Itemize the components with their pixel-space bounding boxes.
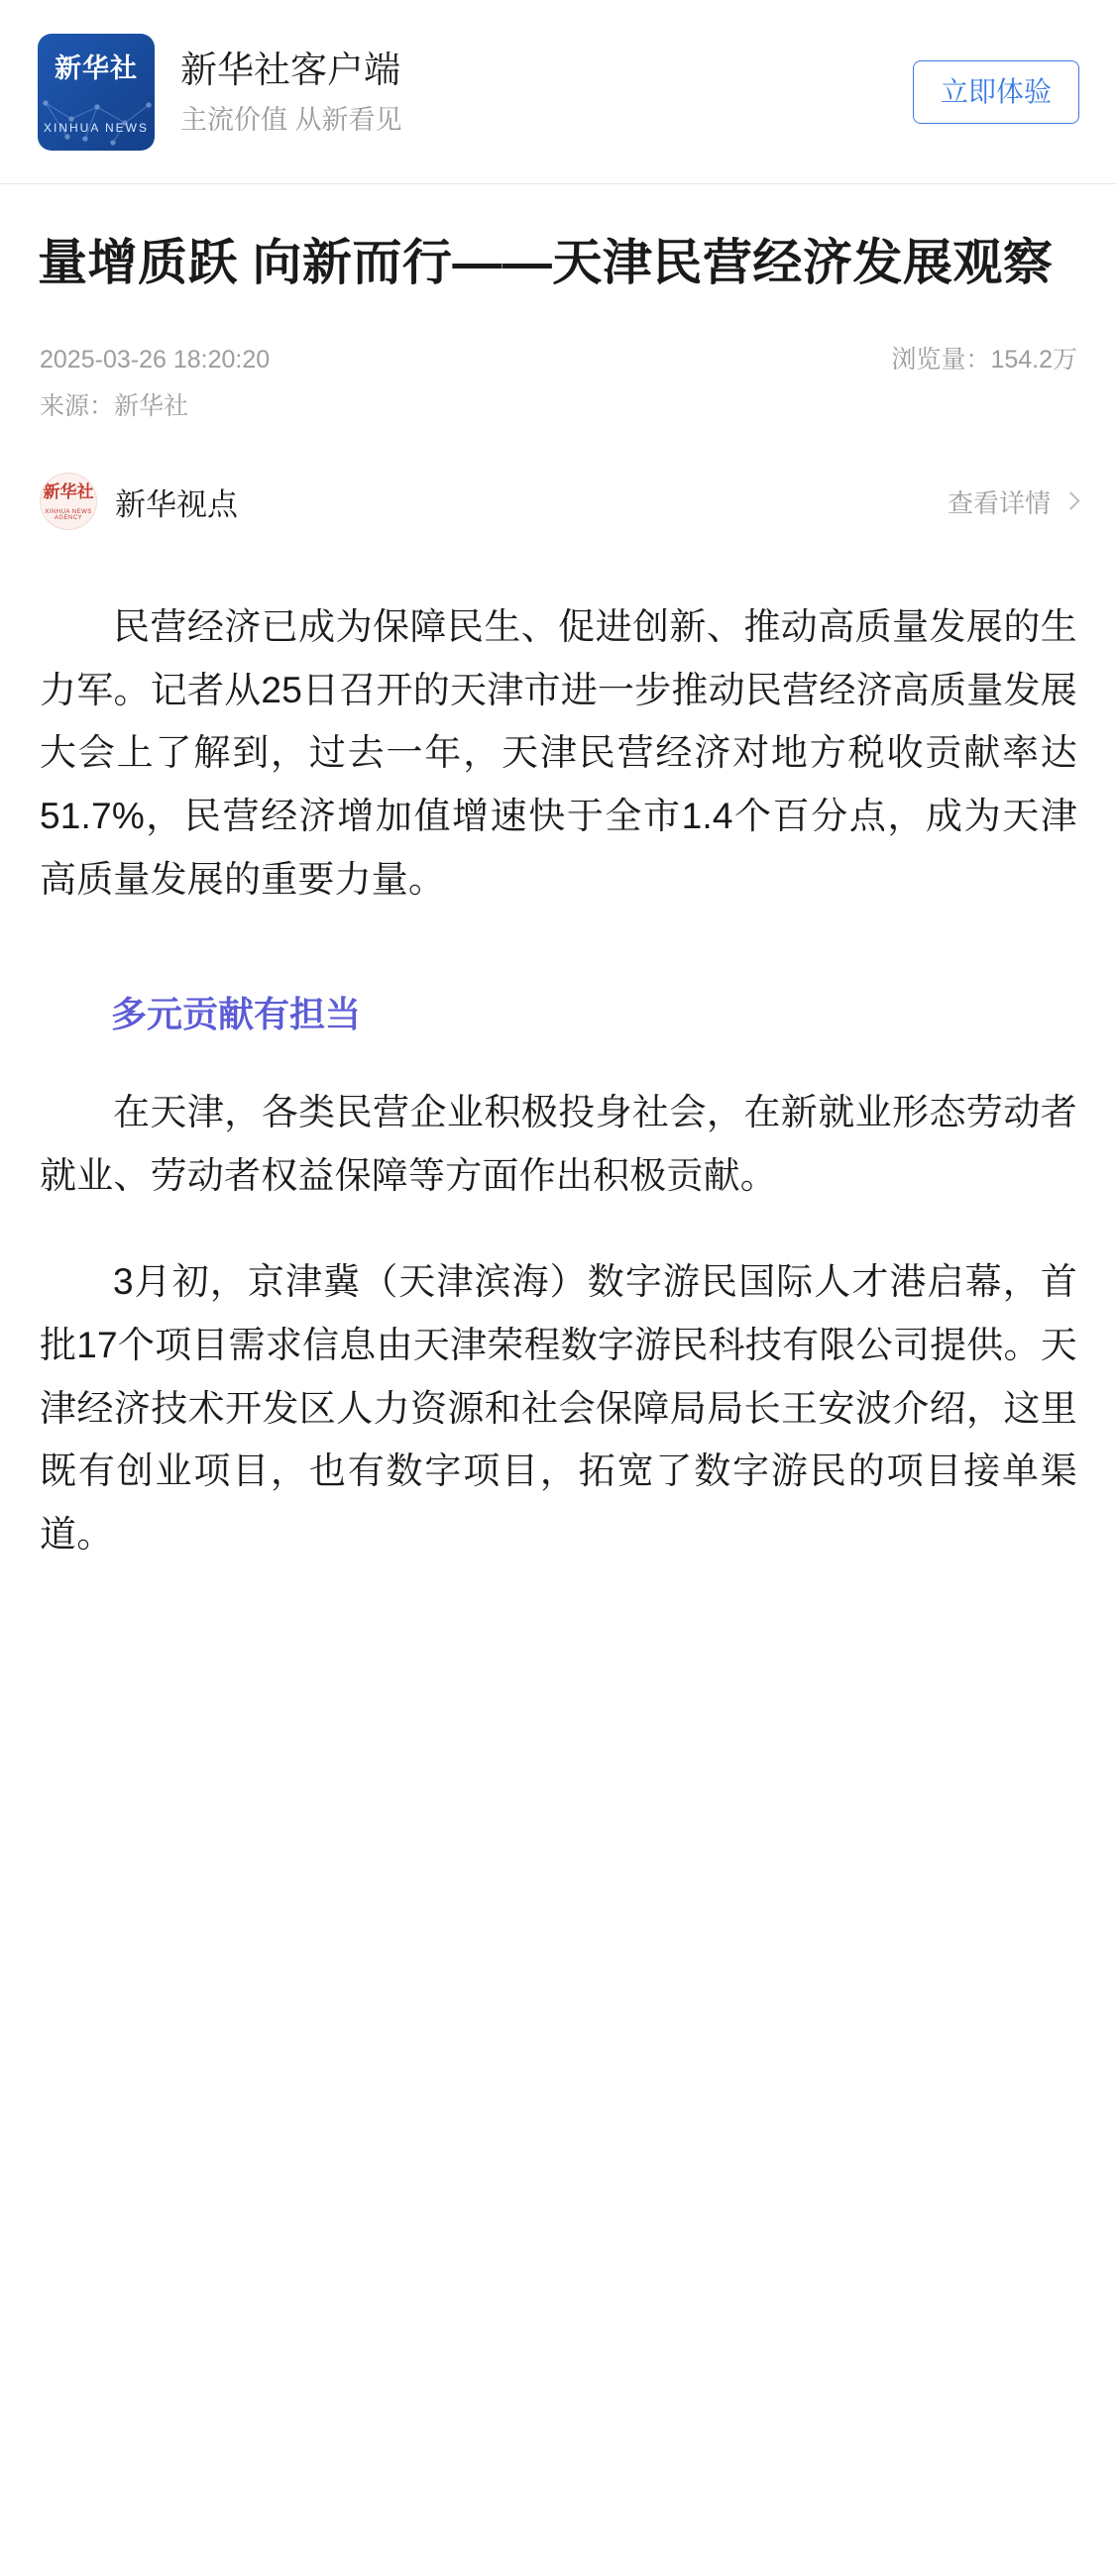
article-source: 来源：新华社 [40,391,189,420]
app-slogan: 主流价值 从新看见 [180,104,402,135]
article-meta-left [40,342,270,425]
section-heading: 多元贡献有担当 [111,994,362,1035]
try-now-button[interactable]: 立即体验 [913,60,1079,124]
article-container [0,228,1117,1626]
app-title-group [180,48,913,137]
logo-text-cn: 新华社 [55,53,138,83]
app-header-bar [0,0,1117,184]
view-detail-label: 查看详情 [947,487,1051,518]
logo-text-en: XINHUA NEWS [43,120,149,135]
view-count-value: 154.2万 [990,346,1077,374]
avatar-text-en: XINHUA NEWS AGENCY [45,509,92,521]
xinhua-logo-icon [38,34,155,151]
view-count [891,340,1077,376]
avatar [40,473,97,530]
bottom-spacer [36,1566,1081,1626]
app-name: 新华社客户端 [180,49,400,90]
chevron-right-icon [1061,491,1079,509]
publisher-name: 新华视点 [115,486,238,522]
publisher-account-row[interactable] [36,473,1081,530]
view-detail-link[interactable] [948,483,1077,520]
publish-timestamp: 2025-03-26 18:20:20 [40,346,271,374]
avatar-text-cn: 新华社 [43,483,94,501]
paragraph: 3月初，京津冀（天津滨海）数字游民国际人才港启幕，首批17个项目需求信息由天津荣程数字游民科技有限公司提供。天津经济技术开发区人力资源和社会保障局局长王安波介绍，这里既有创业项目，也有数字项目，拓宽了数字游民的项目接单渠道。 [40,1261,1077,1555]
view-count-label: 浏览量： [891,346,991,374]
page-title: 量增质跃 向新而行——天津民营经济发展观察 [38,235,1054,290]
paragraph: 在天津，各类民营企业积极投身社会，在新就业形态劳动者就业、劳动者权益保障等方面作出积极贡献。 [40,1092,1077,1196]
article-body [36,595,1081,1566]
article-meta [36,340,1081,425]
paragraph: 民营经济已成为保障民生、促进创新、推动高质量发展的生力军。记者从25日召开的天津市进一步推动民营经济高质量发展大会上了解到，过去一年，天津民营经济对地方税收贡献率达51.7%，民营经济增加值增速快于全市1.4个百分点，成为天津高质量发展的重要力量。 [40,606,1077,900]
